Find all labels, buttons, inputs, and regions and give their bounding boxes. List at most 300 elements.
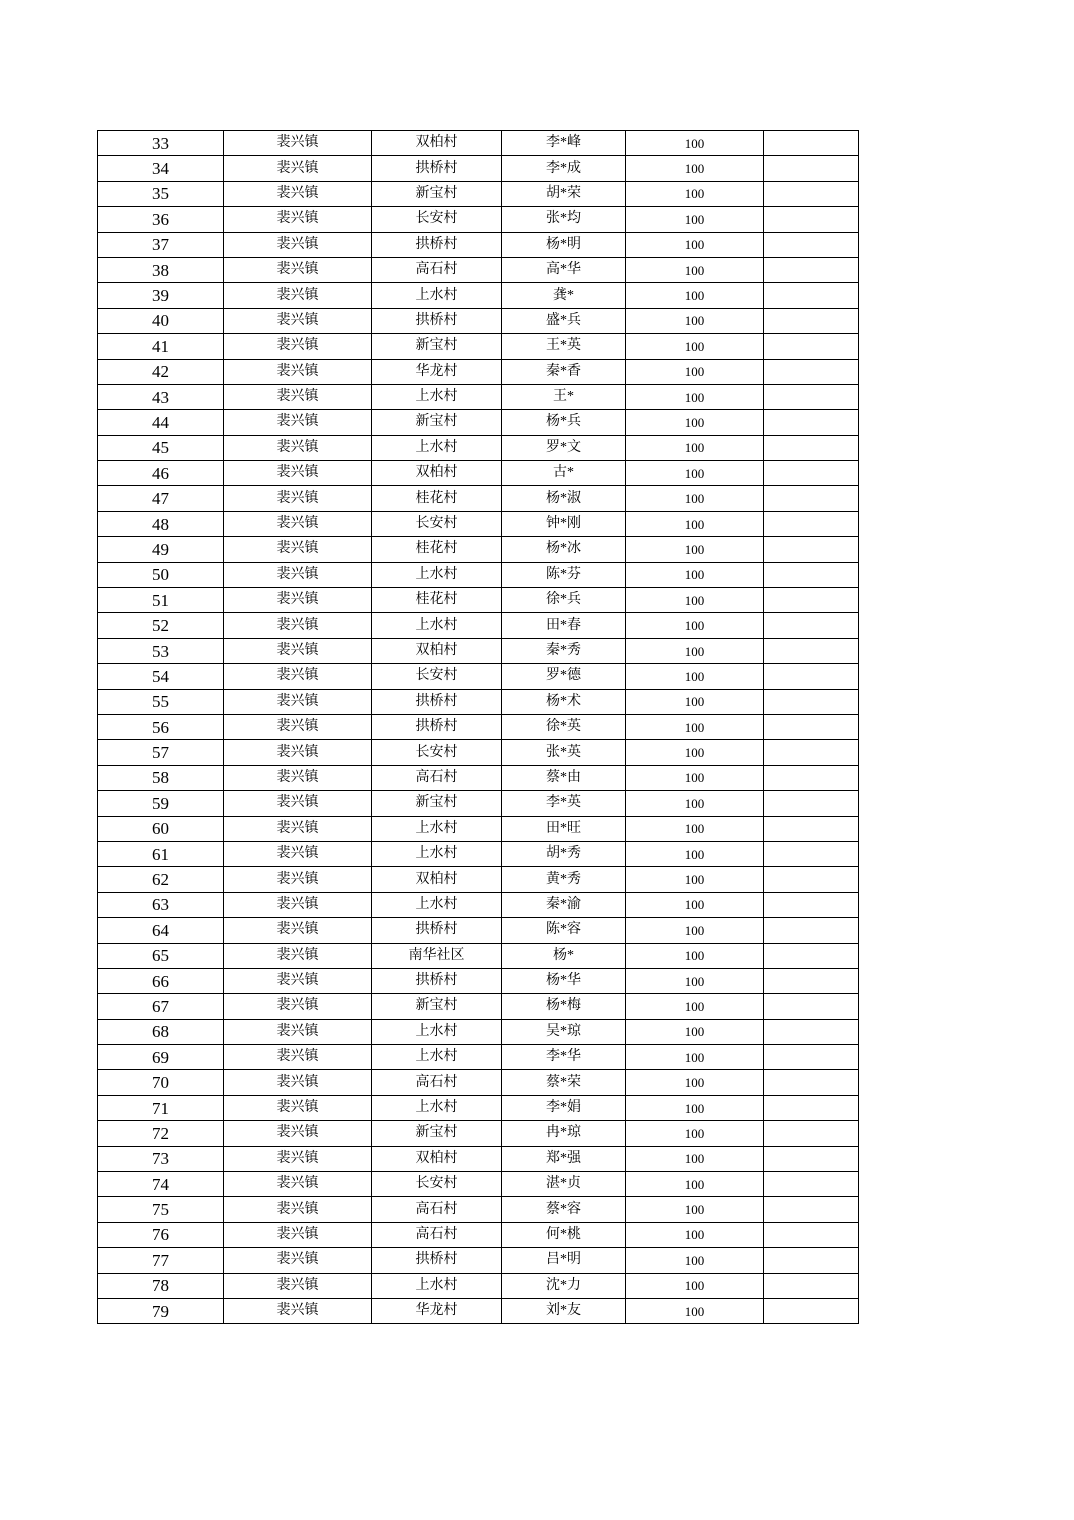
cell-town: 裴兴镇 xyxy=(224,1146,372,1171)
cell-serial-number: 75 xyxy=(98,1197,224,1222)
cell-village: 新宝村 xyxy=(372,181,502,206)
cell-serial-number: 36 xyxy=(98,207,224,232)
cell-village: 拱桥村 xyxy=(372,714,502,739)
cell-empty-note xyxy=(764,613,859,638)
cell-town: 裴兴镇 xyxy=(224,1172,372,1197)
cell-village: 新宝村 xyxy=(372,994,502,1019)
table-row xyxy=(98,562,859,587)
cell-empty-note xyxy=(764,689,859,714)
cell-person-name: 田*旺 xyxy=(502,816,626,841)
table-row xyxy=(98,181,859,206)
cell-amount: 100 xyxy=(626,740,764,765)
cell-serial-number: 45 xyxy=(98,435,224,460)
cell-amount: 100 xyxy=(626,664,764,689)
table-row xyxy=(98,410,859,435)
cell-village: 上水村 xyxy=(372,562,502,587)
cell-town: 裴兴镇 xyxy=(224,943,372,968)
cell-town: 裴兴镇 xyxy=(224,714,372,739)
cell-village: 长安村 xyxy=(372,740,502,765)
cell-serial-number: 44 xyxy=(98,410,224,435)
cell-amount: 100 xyxy=(626,257,764,282)
cell-amount: 100 xyxy=(626,410,764,435)
cell-empty-note xyxy=(764,1273,859,1298)
table-row xyxy=(98,1095,859,1120)
cell-amount: 100 xyxy=(626,1121,764,1146)
cell-empty-note xyxy=(764,968,859,993)
cell-amount: 100 xyxy=(626,562,764,587)
cell-empty-note xyxy=(764,1045,859,1070)
cell-serial-number: 74 xyxy=(98,1172,224,1197)
cell-serial-number: 70 xyxy=(98,1070,224,1095)
cell-person-name: 杨*冰 xyxy=(502,537,626,562)
table-row xyxy=(98,613,859,638)
cell-serial-number: 33 xyxy=(98,131,224,156)
cell-village: 上水村 xyxy=(372,892,502,917)
cell-empty-note xyxy=(764,638,859,663)
cell-amount: 100 xyxy=(626,131,764,156)
cell-amount: 100 xyxy=(626,308,764,333)
cell-village: 双柏村 xyxy=(372,867,502,892)
cell-serial-number: 34 xyxy=(98,156,224,181)
table-row xyxy=(98,1273,859,1298)
cell-town: 裴兴镇 xyxy=(224,410,372,435)
cell-town: 裴兴镇 xyxy=(224,207,372,232)
cell-amount: 100 xyxy=(626,816,764,841)
cell-person-name: 李*峰 xyxy=(502,131,626,156)
cell-empty-note xyxy=(764,1172,859,1197)
cell-person-name: 徐*英 xyxy=(502,714,626,739)
cell-amount: 100 xyxy=(626,943,764,968)
cell-person-name: 杨*梅 xyxy=(502,994,626,1019)
table-row xyxy=(98,1019,859,1044)
cell-village: 新宝村 xyxy=(372,334,502,359)
cell-town: 裴兴镇 xyxy=(224,181,372,206)
cell-serial-number: 43 xyxy=(98,384,224,409)
cell-town: 裴兴镇 xyxy=(224,1070,372,1095)
cell-amount: 100 xyxy=(626,1070,764,1095)
cell-town: 裴兴镇 xyxy=(224,994,372,1019)
cell-serial-number: 67 xyxy=(98,994,224,1019)
table-row xyxy=(98,156,859,181)
table-row xyxy=(98,384,859,409)
cell-village: 双柏村 xyxy=(372,131,502,156)
cell-village: 拱桥村 xyxy=(372,918,502,943)
cell-village: 高石村 xyxy=(372,1197,502,1222)
cell-town: 裴兴镇 xyxy=(224,613,372,638)
cell-amount: 100 xyxy=(626,435,764,460)
cell-empty-note xyxy=(764,1298,859,1323)
cell-village: 南华社区 xyxy=(372,943,502,968)
cell-empty-note xyxy=(764,918,859,943)
cell-person-name: 何*桃 xyxy=(502,1222,626,1247)
cell-village: 桂花村 xyxy=(372,486,502,511)
cell-person-name: 田*春 xyxy=(502,613,626,638)
cell-empty-note xyxy=(764,1197,859,1222)
cell-person-name: 秦*香 xyxy=(502,359,626,384)
table-row xyxy=(98,207,859,232)
cell-empty-note xyxy=(764,257,859,282)
cell-town: 裴兴镇 xyxy=(224,638,372,663)
cell-person-name: 钟*刚 xyxy=(502,511,626,536)
cell-town: 裴兴镇 xyxy=(224,537,372,562)
table-row xyxy=(98,943,859,968)
cell-person-name: 陈*容 xyxy=(502,918,626,943)
cell-town: 裴兴镇 xyxy=(224,359,372,384)
cell-empty-note xyxy=(764,384,859,409)
cell-village: 新宝村 xyxy=(372,410,502,435)
cell-town: 裴兴镇 xyxy=(224,892,372,917)
cell-empty-note xyxy=(764,410,859,435)
cell-amount: 100 xyxy=(626,1146,764,1171)
cell-village: 长安村 xyxy=(372,511,502,536)
cell-empty-note xyxy=(764,511,859,536)
cell-serial-number: 69 xyxy=(98,1045,224,1070)
cell-empty-note xyxy=(764,1121,859,1146)
cell-empty-note xyxy=(764,588,859,613)
cell-town: 裴兴镇 xyxy=(224,156,372,181)
cell-serial-number: 77 xyxy=(98,1248,224,1273)
cell-town: 裴兴镇 xyxy=(224,791,372,816)
cell-person-name: 湛*贞 xyxy=(502,1172,626,1197)
cell-village: 上水村 xyxy=(372,816,502,841)
cell-village: 上水村 xyxy=(372,384,502,409)
table-body xyxy=(98,131,859,1324)
cell-serial-number: 48 xyxy=(98,511,224,536)
cell-serial-number: 41 xyxy=(98,334,224,359)
cell-amount: 100 xyxy=(626,537,764,562)
cell-serial-number: 78 xyxy=(98,1273,224,1298)
cell-serial-number: 79 xyxy=(98,1298,224,1323)
cell-empty-note xyxy=(764,943,859,968)
cell-empty-note xyxy=(764,1248,859,1273)
cell-empty-note xyxy=(764,816,859,841)
cell-village: 双柏村 xyxy=(372,638,502,663)
cell-village: 长安村 xyxy=(372,207,502,232)
cell-empty-note xyxy=(764,359,859,384)
table-row xyxy=(98,334,859,359)
cell-serial-number: 73 xyxy=(98,1146,224,1171)
cell-person-name: 徐*兵 xyxy=(502,588,626,613)
cell-town: 裴兴镇 xyxy=(224,918,372,943)
cell-amount: 100 xyxy=(626,1095,764,1120)
cell-amount: 100 xyxy=(626,1172,764,1197)
table-row xyxy=(98,994,859,1019)
cell-empty-note xyxy=(764,892,859,917)
table-row xyxy=(98,1070,859,1095)
cell-town: 裴兴镇 xyxy=(224,131,372,156)
cell-amount: 100 xyxy=(626,1298,764,1323)
cell-village: 高石村 xyxy=(372,1070,502,1095)
cell-serial-number: 46 xyxy=(98,461,224,486)
cell-amount: 100 xyxy=(626,968,764,993)
cell-town: 裴兴镇 xyxy=(224,511,372,536)
cell-serial-number: 76 xyxy=(98,1222,224,1247)
table-row xyxy=(98,1298,859,1323)
cell-amount: 100 xyxy=(626,714,764,739)
cell-town: 裴兴镇 xyxy=(224,1019,372,1044)
cell-person-name: 蔡*荣 xyxy=(502,1070,626,1095)
cell-amount: 100 xyxy=(626,384,764,409)
table-row xyxy=(98,816,859,841)
table-row xyxy=(98,740,859,765)
cell-town: 裴兴镇 xyxy=(224,232,372,257)
table-row xyxy=(98,1121,859,1146)
cell-village: 长安村 xyxy=(372,1172,502,1197)
cell-amount: 100 xyxy=(626,1045,764,1070)
cell-town: 裴兴镇 xyxy=(224,1222,372,1247)
cell-empty-note xyxy=(764,1095,859,1120)
cell-village: 上水村 xyxy=(372,613,502,638)
cell-person-name: 秦*秀 xyxy=(502,638,626,663)
cell-amount: 100 xyxy=(626,156,764,181)
cell-amount: 100 xyxy=(626,334,764,359)
cell-person-name: 高*华 xyxy=(502,257,626,282)
cell-town: 裴兴镇 xyxy=(224,1273,372,1298)
cell-amount: 100 xyxy=(626,486,764,511)
cell-town: 裴兴镇 xyxy=(224,968,372,993)
cell-empty-note xyxy=(764,765,859,790)
cell-person-name: 盛*兵 xyxy=(502,308,626,333)
cell-town: 裴兴镇 xyxy=(224,1248,372,1273)
cell-town: 裴兴镇 xyxy=(224,435,372,460)
cell-village: 拱桥村 xyxy=(372,308,502,333)
cell-person-name: 李*成 xyxy=(502,156,626,181)
cell-person-name: 沈*力 xyxy=(502,1273,626,1298)
cell-person-name: 吕*明 xyxy=(502,1248,626,1273)
cell-amount: 100 xyxy=(626,791,764,816)
cell-town: 裴兴镇 xyxy=(224,384,372,409)
cell-person-name: 秦*渝 xyxy=(502,892,626,917)
cell-village: 高石村 xyxy=(372,1222,502,1247)
cell-person-name: 王* xyxy=(502,384,626,409)
cell-village: 上水村 xyxy=(372,1019,502,1044)
cell-town: 裴兴镇 xyxy=(224,1197,372,1222)
document-page xyxy=(97,130,859,1324)
cell-person-name: 冉*琼 xyxy=(502,1121,626,1146)
cell-serial-number: 66 xyxy=(98,968,224,993)
cell-town: 裴兴镇 xyxy=(224,816,372,841)
table-row xyxy=(98,791,859,816)
cell-village: 华龙村 xyxy=(372,1298,502,1323)
cell-person-name: 罗*文 xyxy=(502,435,626,460)
table-row xyxy=(98,892,859,917)
cell-village: 拱桥村 xyxy=(372,156,502,181)
cell-person-name: 李*英 xyxy=(502,791,626,816)
cell-amount: 100 xyxy=(626,181,764,206)
table-row xyxy=(98,1146,859,1171)
cell-person-name: 龚* xyxy=(502,283,626,308)
cell-person-name: 李*娟 xyxy=(502,1095,626,1120)
cell-amount: 100 xyxy=(626,867,764,892)
cell-serial-number: 39 xyxy=(98,283,224,308)
cell-person-name: 杨*术 xyxy=(502,689,626,714)
cell-empty-note xyxy=(764,537,859,562)
cell-empty-note xyxy=(764,461,859,486)
cell-empty-note xyxy=(764,1222,859,1247)
cell-amount: 100 xyxy=(626,283,764,308)
cell-empty-note xyxy=(764,791,859,816)
cell-serial-number: 68 xyxy=(98,1019,224,1044)
cell-person-name: 蔡*容 xyxy=(502,1197,626,1222)
cell-person-name: 杨*明 xyxy=(502,232,626,257)
cell-empty-note xyxy=(764,207,859,232)
cell-village: 拱桥村 xyxy=(372,689,502,714)
cell-village: 上水村 xyxy=(372,1045,502,1070)
cell-amount: 100 xyxy=(626,892,764,917)
table-row xyxy=(98,308,859,333)
table-row xyxy=(98,131,859,156)
table-row xyxy=(98,1248,859,1273)
cell-person-name: 杨* xyxy=(502,943,626,968)
cell-person-name: 张*英 xyxy=(502,740,626,765)
cell-serial-number: 54 xyxy=(98,664,224,689)
cell-person-name: 胡*荣 xyxy=(502,181,626,206)
cell-empty-note xyxy=(764,156,859,181)
cell-village: 上水村 xyxy=(372,841,502,866)
table-row xyxy=(98,1045,859,1070)
cell-serial-number: 51 xyxy=(98,588,224,613)
cell-town: 裴兴镇 xyxy=(224,1298,372,1323)
cell-empty-note xyxy=(764,181,859,206)
cell-serial-number: 53 xyxy=(98,638,224,663)
cell-person-name: 杨*淑 xyxy=(502,486,626,511)
cell-town: 裴兴镇 xyxy=(224,334,372,359)
cell-serial-number: 72 xyxy=(98,1121,224,1146)
cell-serial-number: 64 xyxy=(98,918,224,943)
cell-person-name: 郑*强 xyxy=(502,1146,626,1171)
cell-serial-number: 40 xyxy=(98,308,224,333)
table-row xyxy=(98,537,859,562)
cell-person-name: 杨*兵 xyxy=(502,410,626,435)
cell-serial-number: 61 xyxy=(98,841,224,866)
cell-village: 高石村 xyxy=(372,257,502,282)
cell-person-name: 陈*芬 xyxy=(502,562,626,587)
cell-serial-number: 59 xyxy=(98,791,224,816)
table-row xyxy=(98,435,859,460)
cell-empty-note xyxy=(764,714,859,739)
table-row xyxy=(98,765,859,790)
table-row xyxy=(98,1197,859,1222)
cell-village: 高石村 xyxy=(372,765,502,790)
table-row xyxy=(98,283,859,308)
cell-village: 新宝村 xyxy=(372,1121,502,1146)
cell-serial-number: 57 xyxy=(98,740,224,765)
table-row xyxy=(98,664,859,689)
cell-serial-number: 49 xyxy=(98,537,224,562)
cell-person-name: 蔡*由 xyxy=(502,765,626,790)
cell-person-name: 胡*秀 xyxy=(502,841,626,866)
cell-empty-note xyxy=(764,1146,859,1171)
cell-amount: 100 xyxy=(626,1273,764,1298)
cell-person-name: 李*华 xyxy=(502,1045,626,1070)
cell-empty-note xyxy=(764,131,859,156)
cell-empty-note xyxy=(764,867,859,892)
table-row xyxy=(98,714,859,739)
cell-amount: 100 xyxy=(626,588,764,613)
cell-amount: 100 xyxy=(626,918,764,943)
cell-town: 裴兴镇 xyxy=(224,461,372,486)
cell-serial-number: 62 xyxy=(98,867,224,892)
cell-empty-note xyxy=(764,334,859,359)
cell-town: 裴兴镇 xyxy=(224,867,372,892)
cell-empty-note xyxy=(764,1070,859,1095)
cell-town: 裴兴镇 xyxy=(224,1045,372,1070)
cell-town: 裴兴镇 xyxy=(224,1121,372,1146)
cell-serial-number: 71 xyxy=(98,1095,224,1120)
table-row xyxy=(98,638,859,663)
table-row xyxy=(98,1172,859,1197)
cell-person-name: 黄*秀 xyxy=(502,867,626,892)
table-row xyxy=(98,511,859,536)
cell-empty-note xyxy=(764,435,859,460)
cell-serial-number: 58 xyxy=(98,765,224,790)
cell-town: 裴兴镇 xyxy=(224,740,372,765)
cell-person-name: 王*英 xyxy=(502,334,626,359)
cell-village: 上水村 xyxy=(372,283,502,308)
cell-empty-note xyxy=(764,308,859,333)
cell-amount: 100 xyxy=(626,1222,764,1247)
cell-serial-number: 60 xyxy=(98,816,224,841)
cell-amount: 100 xyxy=(626,232,764,257)
cell-village: 上水村 xyxy=(372,435,502,460)
cell-amount: 100 xyxy=(626,994,764,1019)
cell-town: 裴兴镇 xyxy=(224,283,372,308)
cell-town: 裴兴镇 xyxy=(224,486,372,511)
cell-town: 裴兴镇 xyxy=(224,562,372,587)
cell-person-name: 刘*友 xyxy=(502,1298,626,1323)
cell-empty-note xyxy=(764,562,859,587)
table-row xyxy=(98,968,859,993)
cell-empty-note xyxy=(764,740,859,765)
cell-person-name: 杨*华 xyxy=(502,968,626,993)
cell-amount: 100 xyxy=(626,1197,764,1222)
cell-person-name: 张*均 xyxy=(502,207,626,232)
cell-empty-note xyxy=(764,994,859,1019)
table-row xyxy=(98,359,859,384)
cell-serial-number: 38 xyxy=(98,257,224,282)
cell-town: 裴兴镇 xyxy=(224,257,372,282)
cell-empty-note xyxy=(764,486,859,511)
cell-empty-note xyxy=(764,664,859,689)
cell-empty-note xyxy=(764,283,859,308)
cell-serial-number: 50 xyxy=(98,562,224,587)
cell-village: 拱桥村 xyxy=(372,968,502,993)
cell-serial-number: 42 xyxy=(98,359,224,384)
cell-village: 桂花村 xyxy=(372,588,502,613)
cell-serial-number: 56 xyxy=(98,714,224,739)
table-row xyxy=(98,486,859,511)
table-row xyxy=(98,918,859,943)
table-row xyxy=(98,841,859,866)
cell-village: 华龙村 xyxy=(372,359,502,384)
cell-serial-number: 63 xyxy=(98,892,224,917)
cell-village: 上水村 xyxy=(372,1095,502,1120)
cell-amount: 100 xyxy=(626,1248,764,1273)
cell-town: 裴兴镇 xyxy=(224,841,372,866)
cell-serial-number: 47 xyxy=(98,486,224,511)
cell-village: 拱桥村 xyxy=(372,232,502,257)
cell-amount: 100 xyxy=(626,689,764,714)
cell-empty-note xyxy=(764,1019,859,1044)
cell-village: 双柏村 xyxy=(372,1146,502,1171)
cell-town: 裴兴镇 xyxy=(224,308,372,333)
cell-amount: 100 xyxy=(626,359,764,384)
cell-town: 裴兴镇 xyxy=(224,765,372,790)
table-row xyxy=(98,232,859,257)
table-row xyxy=(98,588,859,613)
cell-empty-note xyxy=(764,841,859,866)
cell-serial-number: 52 xyxy=(98,613,224,638)
